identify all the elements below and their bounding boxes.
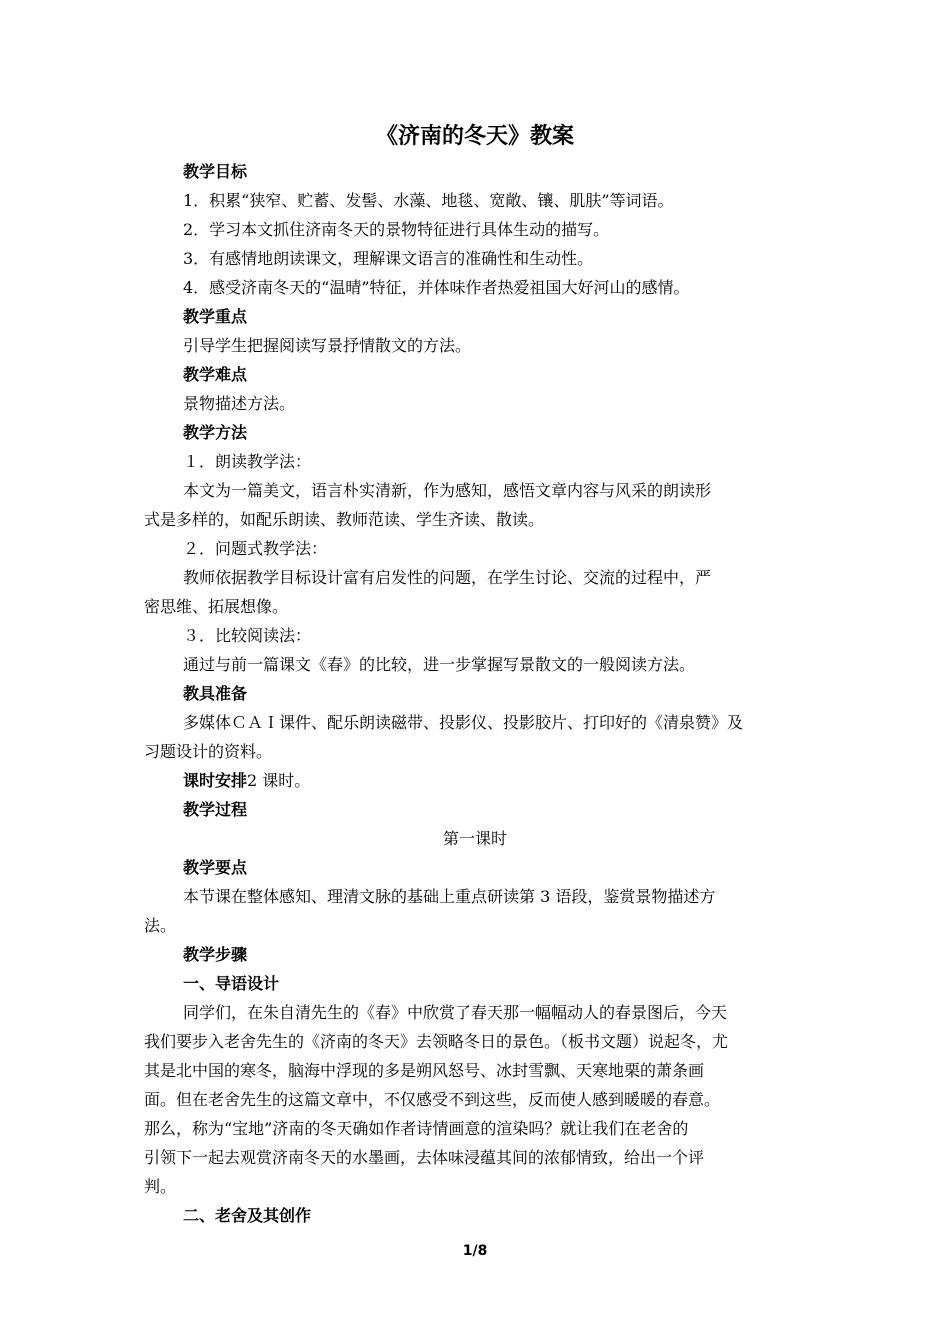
page-total: 8 <box>477 1243 488 1259</box>
schedule-text: 2 课时。 <box>247 771 311 790</box>
steps-heading: 教学步骤 <box>183 945 248 964</box>
paragraph-line: 其是北中国的寒冬，脑海中浮现的多是朔风怒号、冰封雪飘、天寒地栗的萧条画 <box>144 1061 705 1080</box>
tools-text: 多媒体ＣＡＩ课件、配乐朗读磁带、投影仪、投影胶片、打印好的《清泉赞》及 <box>183 713 744 732</box>
method-text: 密思维、拓展想像。 <box>144 597 289 616</box>
method-title: １．朗读教学法： <box>183 452 312 471</box>
method-title: ２．问题式教学法： <box>183 539 328 558</box>
difficulty-text: 景物描述方法。 <box>183 394 296 413</box>
methods-heading: 教学方法 <box>183 423 248 442</box>
paragraph-line: 面。但在老舍先生的这篇文章中，不仅感受不到这些，反而使人感到暖暖的春意。 <box>144 1090 721 1109</box>
process-heading: 教学过程 <box>183 800 248 819</box>
objective-item: 4．感受济南冬天的“温晴”特征，并体味作者热爱祖国大好河山的感情。 <box>183 278 690 297</box>
difficulty-heading: 教学难点 <box>183 365 248 384</box>
objectives-heading: 教学目标 <box>183 162 248 181</box>
keypoints-text: 本节课在整体感知、理清文脉的基础上重点研读第 3 语段，鉴赏景物描述方 <box>183 887 716 906</box>
step1-heading: 一、导语设计 <box>183 974 280 993</box>
tools-text: 习题设计的资料。 <box>144 742 273 761</box>
keypoints-text: 法。 <box>144 916 177 935</box>
method-text: 通过与前一篇课文《春》的比较，进一步掌握写景散文的一般阅读方法。 <box>183 655 696 674</box>
method-text: 本文为一篇美文，语言朴实清新，作为感知，感悟文章内容与风采的朗读形 <box>183 481 712 500</box>
focus-heading: 教学重点 <box>183 307 248 326</box>
objective-item: 2．学习本文抓住济南冬天的景物特征进行具体生动的描写。 <box>183 220 610 239</box>
paragraph-line: 引领下一起去观赏济南冬天的水墨画，去体味浸蕴其间的浓郁情致，给出一个评 <box>144 1148 705 1167</box>
step2-heading: 二、老舍及其创作 <box>183 1206 312 1225</box>
lesson-title: 第一课时 <box>442 829 507 848</box>
method-text: 式是多样的，如配乐朗读、教师范读、学生齐读、散读。 <box>144 510 545 529</box>
objective-item: 1．积累“狭窄、贮蓄、发髻、水藻、地毯、宽敞、镶、肌肤”等词语。 <box>183 191 674 210</box>
page-current: 1 <box>462 1243 473 1259</box>
paragraph-line: 我们要步入老舍先生的《济南的冬天》去领略冬日的景色。（板书文题）说起冬，尤 <box>144 1032 729 1051</box>
keypoints-heading: 教学要点 <box>183 858 248 877</box>
tools-heading: 教具准备 <box>183 684 248 703</box>
paragraph-line: 同学们，在朱自清先生的《春》中欣赏了春天那一幅幅动人的春景图后，今天 <box>183 1003 728 1022</box>
method-title: ３．比较阅读法： <box>183 626 312 645</box>
objective-item: 3．有感情地朗读课文，理解课文语言的准确性和生动性。 <box>183 249 594 268</box>
paragraph-line: 那么，称为“宝地”济南的冬天确如作者诗情画意的渲染吗？就让我们在老舍的 <box>144 1119 689 1138</box>
page-separator: / <box>472 1243 478 1259</box>
page-number <box>0 1241 950 1261</box>
paragraph-line: 判。 <box>144 1177 177 1196</box>
schedule-heading: 课时安排 <box>183 771 248 790</box>
method-text: 教师依据教学目标设计富有启发性的问题，在学生讨论、交流的过程中，严 <box>183 568 712 587</box>
focus-text: 引导学生把握阅读写景抒情散文的方法。 <box>183 336 472 355</box>
schedule-line <box>183 769 310 793</box>
document-title: 《济南的冬天》教案 <box>375 124 574 149</box>
